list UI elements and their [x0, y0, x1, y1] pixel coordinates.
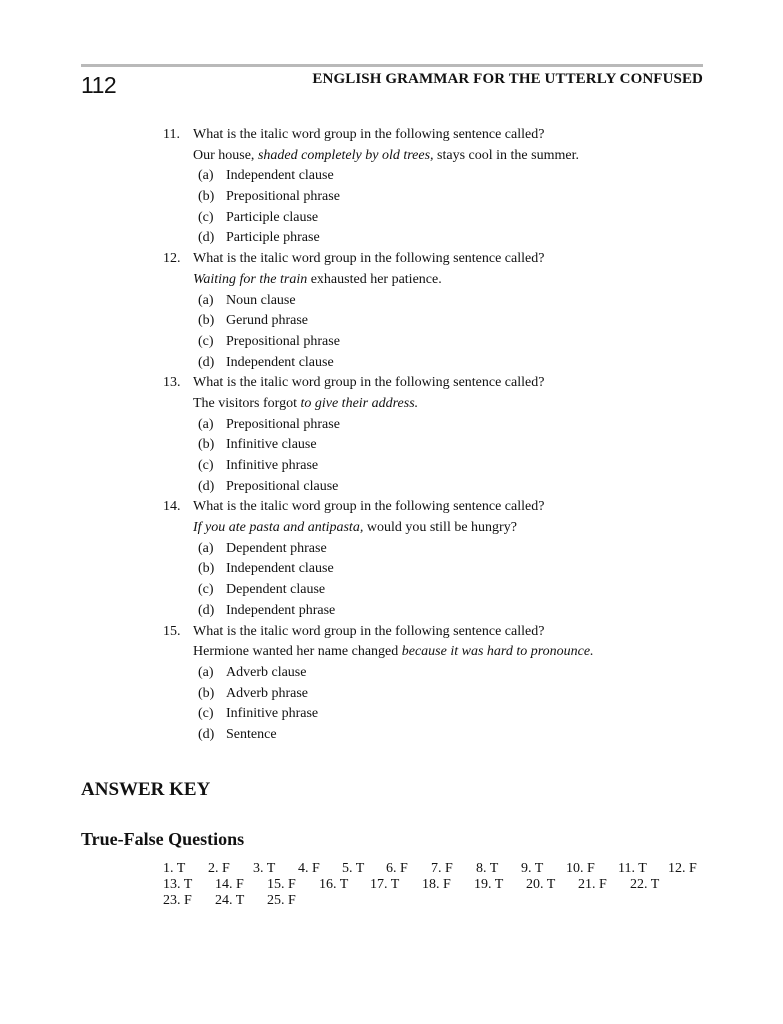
running-head: ENGLISH GRAMMAR FOR THE UTTERLY CONFUSED [312, 71, 703, 87]
question-number: 15. [163, 623, 181, 639]
option: (c) Participle clause [198, 209, 319, 225]
italic-word-group: because it was hard to pronounce. [401, 644, 594, 660]
answer-item: 22. T [630, 877, 660, 892]
question [163, 497, 723, 621]
question-prompt: What is the italic word group in the following sentence called? [193, 375, 545, 391]
answer-item: 10. F [566, 861, 595, 876]
option: (b) Prepositional phrase [198, 189, 340, 205]
question-number: 11. [163, 127, 180, 142]
option: (a) Independent clause [198, 168, 334, 184]
italic-word-group: If you ate pasta and antipasta, [193, 520, 364, 536]
option: (b) Gerund phrase [198, 313, 309, 329]
question-sentence: If you ate pasta and antipasta, would you still be hungry? [193, 520, 517, 536]
answer-item: 24. T [215, 893, 245, 908]
question-prompt: What is the italic word group in the following sentence called? [193, 251, 545, 267]
question-sentence: Hermione wanted her name changed because it was hard to pronounce. [193, 644, 594, 660]
question-sentence: Our house, shaded completely by old trees, stays cool in the summer. [193, 147, 579, 163]
answer-key-heading: ANSWER KEY [81, 779, 211, 800]
italic-word-group: shaded completely by old trees, [257, 147, 434, 163]
question-prompt: What is the italic word group in the following sentence called? [193, 127, 545, 142]
answer-item: 11. T [618, 861, 647, 876]
option: (d) Prepositional clause [198, 478, 339, 494]
answer-item: 20. T [526, 877, 556, 892]
question [163, 125, 723, 249]
option: (c) Infinitive phrase [198, 458, 319, 473]
question-list [163, 125, 723, 746]
answer-item: 8. T [476, 861, 499, 876]
answer-item: 14. F [215, 877, 244, 892]
answer-item: 4. F [298, 861, 320, 876]
option: (d) Sentence [198, 726, 277, 742]
answer-item: 15. F [267, 877, 296, 892]
answer-item: 5. T [342, 861, 365, 876]
option: (b) Infinitive clause [198, 437, 317, 453]
answer-item: 6. F [386, 861, 408, 876]
header-rule [81, 64, 703, 67]
option: (d) Participle phrase [198, 230, 320, 246]
option: (b) Adverb phrase [198, 685, 309, 701]
question-sentence: The visitors forgot to give their address. [193, 395, 419, 411]
answer-item: 13. T [163, 877, 193, 892]
answer-item: 2. F [208, 861, 230, 876]
option: (d) Independent clause [198, 354, 334, 370]
question [163, 373, 723, 497]
italic-word-group: to give their address. [300, 395, 419, 411]
answer-item: 18. F [422, 877, 451, 892]
question [163, 622, 723, 746]
answer-item: 25. F [267, 893, 296, 908]
answer-item: 17. T [370, 877, 400, 892]
answer-item: 9. T [521, 861, 544, 876]
option: (a) Adverb clause [198, 664, 307, 680]
answer-item: 23. F [163, 893, 192, 908]
answer-item: 16. T [319, 877, 349, 892]
option: (b) Independent clause [198, 561, 334, 577]
option: (a) Dependent phrase [198, 540, 327, 556]
question-sentence: Waiting for the train exhausted her patience. [193, 271, 442, 287]
option: (c) Infinitive phrase [198, 706, 319, 722]
option: (c) Dependent clause [198, 582, 326, 598]
answer-item: 7. F [431, 861, 453, 876]
answer-item: 19. T [474, 877, 504, 892]
page-number: 112 [81, 72, 117, 98]
question-number: 12. [163, 251, 181, 267]
option: (d) Independent phrase [198, 602, 336, 618]
italic-word-group: Waiting for the train [193, 271, 308, 287]
answer-item: 3. T [253, 861, 276, 876]
answer-item: 21. F [578, 877, 607, 892]
option: (a) Noun clause [198, 292, 296, 308]
question-prompt: What is the italic word group in the following sentence called? [193, 499, 545, 515]
true-false-heading: True-False Questions [81, 829, 245, 849]
option: (a) Prepositional phrase [198, 416, 340, 432]
option: (c) Prepositional phrase [198, 333, 340, 349]
answer-item: 1. T [163, 861, 186, 876]
question-prompt: What is the italic word group in the following sentence called? [193, 623, 545, 639]
answer-item: 12. F [668, 861, 697, 876]
question-number: 13. [163, 375, 181, 391]
question [163, 249, 723, 373]
question-number: 14. [163, 499, 181, 515]
